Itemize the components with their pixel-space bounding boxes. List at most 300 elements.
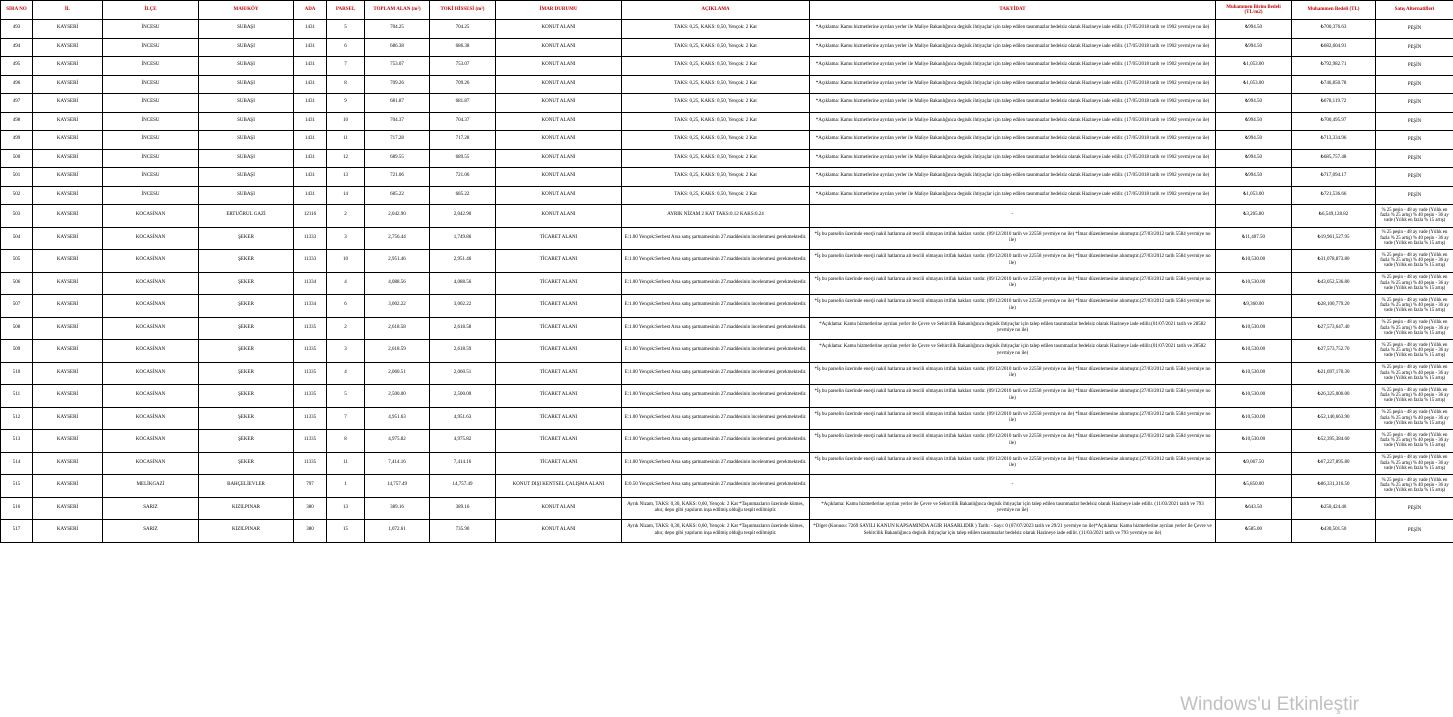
cell-il: KAYSERİ bbox=[33, 340, 103, 363]
cell-ilce: KOCASİNAN bbox=[103, 407, 199, 430]
cell-toki-hissesi: 389.16 bbox=[430, 497, 496, 520]
header-mah-koy: MAH/KÖY bbox=[199, 1, 294, 20]
cell-takyidat: *Açıklama: Kamu hizmetlerine ayrılan yerler ile Maliye Bakanlığınca degisik ihtiyaçlar için talep edilen tasınmazlar bedelsiz olarak Hazineye iade edilir. (17/05/2018 tarih ve 1902 yevmiye no ile) bbox=[810, 57, 1216, 76]
cell-toki-hissesi: 1,749.86 bbox=[430, 227, 496, 250]
cell-aciklama: Ayrık Nizam, TAKS: 0,30, KAKS: 0,60, Yençok: 2 Kat *Taşınmazların üzerinde kümes, ahır, depo gibi yapıların inşa edilmiş olduğu tespit edilmiştir. bbox=[622, 497, 810, 520]
cell-mah-koy: ŞEKER bbox=[199, 295, 294, 318]
cell-aciklama: E:1.00 Yençok:Serbest Arsa satış şartnamesinin 27.maddesinin incelenmesi gerekmektedir. bbox=[622, 317, 810, 340]
cell-takyidat: *Açıklama: Kamu hizmetlerine ayrılan yerler ile Maliye Bakanlığınca degisik ihtiyaçlar için talep edilen tasınmazlar bedelsiz olarak Hazineye iade edilir. (17/05/2018 tarih ve 1902 yevmiye no ile) bbox=[810, 75, 1216, 94]
cell-toki-hissesi: 2,042.90 bbox=[430, 205, 496, 228]
cell-toplam-alan: 717.28 bbox=[365, 131, 430, 150]
cell-mah-koy: SUBAŞI bbox=[199, 168, 294, 187]
cell-imar-durumu: KONUT ALANI bbox=[496, 149, 622, 168]
windows-activation-watermark: Windows'u Etkinleştir bbox=[1180, 694, 1359, 715]
cell-toplam-alan: 2,042.90 bbox=[365, 205, 430, 228]
cell-takyidat: *İş bu parselin üzerinde enerji nakil hatlarına ait tescili olmayan irtifak hakları vardır. (09/12/2010 tarih ve 22558 yevmiye no ile) *İmar düzenlemesine alınmıştır.(27/03/2012 tarih 5584 yevmiye no ile) bbox=[810, 250, 1216, 273]
cell-sira-no: 517 bbox=[1, 520, 33, 543]
cell-birim-bedel: ₺10,530.00 bbox=[1216, 430, 1292, 453]
header-ilce: İLÇE bbox=[103, 1, 199, 20]
cell-takyidat: *Açıklama: Kamu hizmetlerine ayrılan yerler ile Çevre ve Sehircilik Bakanlığınca degisik ihtiyaçlar için talep edilen tasınmazlar bedelsiz olarak Hazineye iade edilir.(01/07/2021 tarih ve 28582 yevmiye no ile) bbox=[810, 317, 1216, 340]
cell-ilce: MELİKGAZİ bbox=[103, 475, 199, 498]
cell-toplam-alan: 2,951.46 bbox=[365, 250, 430, 273]
cell-birim-bedel: ₺994.50 bbox=[1216, 112, 1292, 131]
table-row bbox=[1, 317, 1453, 340]
cell-imar-durumu: TİCARET ALANI bbox=[496, 362, 622, 385]
cell-sira-no: 508 bbox=[1, 317, 33, 340]
cell-ilce: SARIZ bbox=[103, 520, 199, 543]
cell-muhammen-bedel: ₺746,850.78 bbox=[1292, 75, 1376, 94]
cell-takyidat: *Açıklama: Kamu hizmetlerine ayrılan yerler ile Maliye Bakanlığınca degisik ihtiyaçlar için talep edilen tasınmazlar bedelsiz olarak Hazineye iade edilir. (17/05/2018 tarih ve 1902 yevmiye no ile) bbox=[810, 168, 1216, 187]
cell-aciklama: E:1.00 Yençok:Serbest Arsa satış şartnamesinin 27.maddesinin incelenmesi gerekmektedir. bbox=[622, 407, 810, 430]
cell-sira-no: 511 bbox=[1, 385, 33, 408]
cell-il: KAYSERİ bbox=[33, 20, 103, 39]
cell-imar-durumu: KONUT ALANI bbox=[496, 497, 622, 520]
cell-birim-bedel: ₺3,205.80 bbox=[1216, 205, 1292, 228]
cell-satis-alternatifleri: PEŞİN bbox=[1376, 75, 1453, 94]
cell-toplam-alan: 4,975.82 bbox=[365, 430, 430, 453]
cell-toki-hissesi: 704.37 bbox=[430, 112, 496, 131]
cell-takyidat: *Açıklama: Kamu hizmetlerine ayrılan yerler ile Çevre ve Sehircilik Bakanlığınca degisik ihtiyaçlar için talep edilen tasınmazlar bedelsiz olarak Hazineye iade edilir. (11/03/2021 tarih ve 793 yevmiye no ile) bbox=[810, 497, 1216, 520]
cell-il: KAYSERİ bbox=[33, 75, 103, 94]
table-row bbox=[1, 452, 1453, 475]
table-body bbox=[1, 20, 1453, 543]
cell-muhammen-bedel: ₺700,376.63 bbox=[1292, 20, 1376, 39]
cell-aciklama: TAKS: 0,25, KAKS: 0,50, Yençok: 2 Kat bbox=[622, 94, 810, 113]
cell-birim-bedel: ₺9,067.50 bbox=[1216, 452, 1292, 475]
cell-mah-koy: SUBAŞI bbox=[199, 112, 294, 131]
cell-parsel: 4 bbox=[327, 362, 365, 385]
cell-imar-durumu: TİCARET ALANI bbox=[496, 385, 622, 408]
cell-toki-hissesi: 7,414.16 bbox=[430, 452, 496, 475]
cell-ada: 1431 bbox=[294, 131, 327, 150]
cell-satis-alternatifleri: % 25 peşin - 48 ay vade (Yıllık en fazla % 25 artış) % 40 peşin - 36 ay vade (Yıllık en fazla % 15 artış) bbox=[1376, 317, 1453, 340]
cell-mah-koy: ŞEKER bbox=[199, 272, 294, 295]
cell-birim-bedel: ₺11,407.50 bbox=[1216, 227, 1292, 250]
cell-satis-alternatifleri: % 25 peşin - 48 ay vade (Yıllık en fazla % 25 artış) % 40 peşin - 36 ay vade (Yıllık en fazla % 15 artış) bbox=[1376, 430, 1453, 453]
cell-il: KAYSERİ bbox=[33, 149, 103, 168]
cell-aciklama: E:1.00 Yençok:Serbest Arsa satış şartnamesinin 27.maddesinin incelenmesi gerekmektedir. bbox=[622, 272, 810, 295]
cell-toki-hissesi: 721.06 bbox=[430, 168, 496, 187]
cell-parsel: 10 bbox=[327, 250, 365, 273]
cell-muhammen-bedel: ₺27,573,647.40 bbox=[1292, 317, 1376, 340]
cell-birim-bedel: ₺10,530.00 bbox=[1216, 362, 1292, 385]
table-row bbox=[1, 186, 1453, 205]
header-birim-bedel: Muhammen Birim Bedeli (TL/m2) bbox=[1216, 1, 1292, 20]
cell-satis-alternatifleri: % 25 peşin - 48 ay vade (Yıllık en fazla % 25 artış) % 40 peşin - 36 ay vade (Yıllık en fazla % 15 artış) bbox=[1376, 407, 1453, 430]
cell-toplam-alan: 721.06 bbox=[365, 168, 430, 187]
cell-sira-no: 503 bbox=[1, 205, 33, 228]
cell-il: KAYSERİ bbox=[33, 57, 103, 76]
header-sira-no: SIRA NO bbox=[1, 1, 33, 20]
cell-takyidat: *Açıklama: Kamu hizmetlerine ayrılan yerler ile Maliye Bakanlığınca degisik ihtiyaçlar için talep edilen tasınmazlar bedelsiz olarak Hazineye iade edilir. (17/05/2018 tarih ve 1902 yevmiye no ile) bbox=[810, 112, 1216, 131]
cell-imar-durumu: TİCARET ALANI bbox=[496, 250, 622, 273]
cell-imar-durumu: KONUT ALANI bbox=[496, 94, 622, 113]
cell-muhammen-bedel: ₺27,573,752.70 bbox=[1292, 340, 1376, 363]
cell-ilce: KOCASİNAN bbox=[103, 430, 199, 453]
cell-mah-koy: ŞEKER bbox=[199, 430, 294, 453]
cell-toki-hissesi: 2,618.59 bbox=[430, 340, 496, 363]
cell-il: KAYSERİ bbox=[33, 295, 103, 318]
cell-satis-alternatifleri: % 25 peşin - 48 ay vade (Yıllık en fazla % 25 artış) % 40 peşin - 36 ay vade (Yıllık en fazla % 15 artış) bbox=[1376, 340, 1453, 363]
cell-takyidat: *Diger (Konusu: 7269 SAYILI KANUN KAPSAMINDA AGIR HASARLIDIR ) Tarih: - Sayı: 0 (07/07/2023 tarih ve 29/21 yevmiye no ile)*Açıklama: Kamu hizmetlerine ayrılan yerler ile Çevre ve Sehircilik Bakanlığınca degisik ihtiyaçlar için talep edilen tasınmazlar bedelsiz olarak Hazineye iade edilir. (11/03/2021 tarih ve 793 yevmiye no ile) bbox=[810, 520, 1216, 543]
cell-takyidat: *İş bu parselin üzerinde enerji nakil hatlarına ait tescili olmayan irtifak hakları vardır. (09/12/2010 tarih ve 22558 yevmiye no ile) *İmar düzenlemesine alınmıştır.(27/03/2012 tarih 5584 yevmiye no ile) bbox=[810, 407, 1216, 430]
cell-mah-koy: SUBAŞI bbox=[199, 20, 294, 39]
cell-birim-bedel: ₺994.50 bbox=[1216, 131, 1292, 150]
cell-toki-hissesi: 704.25 bbox=[430, 20, 496, 39]
cell-muhammen-bedel: ₺21,697,170.30 bbox=[1292, 362, 1376, 385]
cell-toplam-alan: 704.37 bbox=[365, 112, 430, 131]
cell-ada: 11335 bbox=[294, 407, 327, 430]
cell-satis-alternatifleri: PEŞİN bbox=[1376, 57, 1453, 76]
table-row bbox=[1, 475, 1453, 498]
table-row bbox=[1, 385, 1453, 408]
cell-ilce: KOCASİNAN bbox=[103, 385, 199, 408]
cell-birim-bedel: ₺10,530.00 bbox=[1216, 407, 1292, 430]
cell-mah-koy: SUBAŞI bbox=[199, 57, 294, 76]
cell-imar-durumu: KONUT ALANI bbox=[496, 131, 622, 150]
cell-il: KAYSERİ bbox=[33, 520, 103, 543]
cell-imar-durumu: KONUT ALANI bbox=[496, 186, 622, 205]
table-row bbox=[1, 227, 1453, 250]
table-row bbox=[1, 57, 1453, 76]
cell-sira-no: 506 bbox=[1, 272, 33, 295]
cell-satis-alternatifleri: PEŞİN bbox=[1376, 520, 1453, 543]
cell-parsel: 9 bbox=[327, 94, 365, 113]
cell-toplam-alan: 389.16 bbox=[365, 497, 430, 520]
cell-satis-alternatifleri: PEŞİN bbox=[1376, 497, 1453, 520]
cell-satis-alternatifleri: % 25 peşin - 48 ay vade (Yıllık en fazla % 25 artış) % 40 peşin - 36 ay vade (Yıllık en fazla % 15 artış) bbox=[1376, 205, 1453, 228]
cell-toplam-alan: 1,072.61 bbox=[365, 520, 430, 543]
cell-aciklama: TAKS: 0,25, KAKS: 0,50, Yençok: 2 Kat bbox=[622, 75, 810, 94]
cell-il: KAYSERİ bbox=[33, 385, 103, 408]
cell-toplam-alan: 4,951.63 bbox=[365, 407, 430, 430]
cell-sira-no: 507 bbox=[1, 295, 33, 318]
cell-imar-durumu: KONUT DIŞI KENTSEL ÇALIŞMA ALANI bbox=[496, 475, 622, 498]
cell-mah-koy: ŞEKER bbox=[199, 452, 294, 475]
cell-toki-hissesi: 4,951.63 bbox=[430, 407, 496, 430]
cell-mah-koy: ŞEKER bbox=[199, 407, 294, 430]
cell-birim-bedel: ₺10,530.00 bbox=[1216, 250, 1292, 273]
table-row bbox=[1, 272, 1453, 295]
cell-parsel: 11 bbox=[327, 131, 365, 150]
cell-muhammen-bedel: ₺86,331,316.50 bbox=[1292, 475, 1376, 498]
cell-il: KAYSERİ bbox=[33, 407, 103, 430]
cell-mah-koy: SUBAŞI bbox=[199, 149, 294, 168]
cell-ilce: KOCASİNAN bbox=[103, 272, 199, 295]
cell-il: KAYSERİ bbox=[33, 317, 103, 340]
cell-sira-no: 496 bbox=[1, 75, 33, 94]
cell-birim-bedel: ₺994.50 bbox=[1216, 20, 1292, 39]
cell-toplam-alan: 686.38 bbox=[365, 38, 430, 57]
cell-ilce: İNCESU bbox=[103, 131, 199, 150]
cell-satis-alternatifleri: % 25 peşin - 48 ay vade (Yıllık en fazla % 25 artış) % 40 peşin - 36 ay vade (Yıllık en fazla % 15 artış) bbox=[1376, 272, 1453, 295]
cell-toki-hissesi: 717.28 bbox=[430, 131, 496, 150]
table-row bbox=[1, 38, 1453, 57]
cell-birim-bedel: ₺9,360.00 bbox=[1216, 295, 1292, 318]
cell-parsel: 11 bbox=[327, 452, 365, 475]
cell-toki-hissesi: 681.87 bbox=[430, 94, 496, 113]
cell-aciklama: TAKS: 0,25, KAKS: 0,50, Yençok: 2 Kat bbox=[622, 38, 810, 57]
cell-ilce: KOCASİNAN bbox=[103, 317, 199, 340]
cell-aciklama: TAKS: 0,25, KAKS: 0,50, Yençok: 2 Kat bbox=[622, 20, 810, 39]
cell-muhammen-bedel: ₺678,119.72 bbox=[1292, 94, 1376, 113]
cell-takyidat: *Açıklama: Kamu hizmetlerine ayrılan yerler ile Maliye Bakanlığınca degisik ihtiyaçlar için talep edilen tasınmazlar bedelsiz olarak Hazineye iade edilir. (17/05/2018 tarih ve 1902 yevmiye no ile) bbox=[810, 94, 1216, 113]
cell-muhammen-bedel: ₺721,536.66 bbox=[1292, 186, 1376, 205]
cell-aciklama: E:1.00 Yençok:Serbest Arsa satış şartnamesinin 27.maddesinin incelenmesi gerekmektedir. bbox=[622, 340, 810, 363]
cell-satis-alternatifleri: % 25 peşin - 48 ay vade (Yıllık en fazla % 25 artış) % 40 peşin - 36 ay vade (Yıllık en fazla % 15 artış) bbox=[1376, 385, 1453, 408]
cell-birim-bedel: ₺643.50 bbox=[1216, 497, 1292, 520]
cell-ada: 1431 bbox=[294, 57, 327, 76]
cell-mah-koy: KIZILPINAR bbox=[199, 520, 294, 543]
cell-aciklama: AYRIK NİZAM 2 KAT TAKS:0.12 KAKS:0.24 bbox=[622, 205, 810, 228]
cell-parsel: 6 bbox=[327, 38, 365, 57]
cell-toplam-alan: 14,757.49 bbox=[365, 475, 430, 498]
cell-satis-alternatifleri: % 25 peşin - 48 ay vade (Yıllık en fazla % 25 artış) % 40 peşin - 36 ay vade (Yıllık en fazla % 15 artış) bbox=[1376, 295, 1453, 318]
header-toplam-alan: TOPLAM ALAN (m²) bbox=[365, 1, 430, 20]
cell-birim-bedel: ₺994.50 bbox=[1216, 38, 1292, 57]
cell-toki-hissesi: 14,757.49 bbox=[430, 475, 496, 498]
cell-muhammen-bedel: ₺700,495.97 bbox=[1292, 112, 1376, 131]
header-ada: ADA bbox=[294, 1, 327, 20]
header-takyidat: TAKYİDAT bbox=[810, 1, 1216, 20]
cell-takyidat: - bbox=[810, 205, 1216, 228]
cell-il: KAYSERİ bbox=[33, 250, 103, 273]
cell-birim-bedel: ₺1,053.00 bbox=[1216, 57, 1292, 76]
cell-parsel: 7 bbox=[327, 407, 365, 430]
cell-ada: 11335 bbox=[294, 317, 327, 340]
cell-parsel: 3 bbox=[327, 227, 365, 250]
table-row bbox=[1, 75, 1453, 94]
cell-aciklama: E:1.00 Yençok:Serbest Arsa satış şartnamesinin 27.maddesinin incelenmesi gerekmektedir. bbox=[622, 430, 810, 453]
cell-birim-bedel: ₺10,530.00 bbox=[1216, 340, 1292, 363]
header-muhammen-bedel: Muhammen Bedeli (TL) bbox=[1292, 1, 1376, 20]
cell-imar-durumu: KONUT ALANI bbox=[496, 520, 622, 543]
cell-sira-no: 515 bbox=[1, 475, 33, 498]
table-row bbox=[1, 520, 1453, 543]
cell-ada: 1431 bbox=[294, 149, 327, 168]
cell-muhammen-bedel: ₺52,395,384.60 bbox=[1292, 430, 1376, 453]
cell-parsel: 5 bbox=[327, 20, 365, 39]
cell-takyidat: *Açıklama: Kamu hizmetlerine ayrılan yerler ile Maliye Bakanlığınca degisik ihtiyaçlar için talep edilen tasınmazlar bedelsiz olarak Hazineye iade edilir. (17/05/2018 tarih ve 1902 yevmiye no ile) bbox=[810, 38, 1216, 57]
cell-satis-alternatifleri: PEŞİN bbox=[1376, 168, 1453, 187]
cell-toplam-alan: 2,500.00 bbox=[365, 385, 430, 408]
cell-il: KAYSERİ bbox=[33, 430, 103, 453]
cell-mah-koy: ŞEKER bbox=[199, 385, 294, 408]
cell-il: KAYSERİ bbox=[33, 362, 103, 385]
cell-aciklama: TAKS: 0,25, KAKS: 0,50, Yençok: 2 Kat bbox=[622, 186, 810, 205]
table-row bbox=[1, 362, 1453, 385]
cell-toplam-alan: 704.25 bbox=[365, 20, 430, 39]
cell-sira-no: 494 bbox=[1, 38, 33, 57]
cell-toplam-alan: 685.22 bbox=[365, 186, 430, 205]
cell-aciklama: TAKS: 0,25, KAKS: 0,50, Yençok: 2 Kat bbox=[622, 57, 810, 76]
table-row bbox=[1, 168, 1453, 187]
cell-imar-durumu: KONUT ALANI bbox=[496, 75, 622, 94]
header-aciklama: AÇIKLAMA bbox=[622, 1, 810, 20]
cell-birim-bedel: ₺994.50 bbox=[1216, 94, 1292, 113]
cell-mah-koy: BAHÇELİEVLER bbox=[199, 475, 294, 498]
cell-ada: 1431 bbox=[294, 94, 327, 113]
cell-birim-bedel: ₺1,053.00 bbox=[1216, 75, 1292, 94]
cell-sira-no: 501 bbox=[1, 168, 33, 187]
cell-satis-alternatifleri: % 25 peşin - 48 ay vade (Yıllık en fazla % 25 artış) % 40 peşin - 36 ay vade (Yıllık en fazla % 15 artış) bbox=[1376, 227, 1453, 250]
cell-satis-alternatifleri: PEŞİN bbox=[1376, 112, 1453, 131]
header-il: İL bbox=[33, 1, 103, 20]
table-row bbox=[1, 295, 1453, 318]
cell-satis-alternatifleri: PEŞİN bbox=[1376, 149, 1453, 168]
cell-takyidat: *İş bu parselin üzerinde enerji nakil hatlarına ait tescili olmayan irtifak hakları vardır. (09/12/2010 tarih ve 22558 yevmiye no ile) *İmar düzenlemesine alınmıştır.(27/03/2012 tarih 5584 yevmiye no ile) bbox=[810, 362, 1216, 385]
cell-aciklama: E:1.00 Yençok:Serbest Arsa satış şartnamesinin 27.maddesinin incelenmesi gerekmektedir. bbox=[622, 227, 810, 250]
cell-aciklama: E:1.00 Yençok:Serbest Arsa satış şartnamesinin 27.maddesinin incelenmesi gerekmektedir. bbox=[622, 250, 810, 273]
cell-imar-durumu: TİCARET ALANI bbox=[496, 317, 622, 340]
cell-sira-no: 512 bbox=[1, 407, 33, 430]
cell-aciklama: E:1.00 Yençok:Serbest Arsa satış şartnamesinin 27.maddesinin incelenmesi gerekmektedir. bbox=[622, 362, 810, 385]
cell-ada: 11335 bbox=[294, 385, 327, 408]
cell-toplam-alan: 689.55 bbox=[365, 149, 430, 168]
cell-il: KAYSERİ bbox=[33, 475, 103, 498]
cell-mah-koy: ŞEKER bbox=[199, 317, 294, 340]
cell-imar-durumu: KONUT ALANI bbox=[496, 57, 622, 76]
cell-takyidat: - bbox=[810, 475, 1216, 498]
cell-muhammen-bedel: ₺43,052,536.80 bbox=[1292, 272, 1376, 295]
cell-il: KAYSERİ bbox=[33, 38, 103, 57]
cell-il: KAYSERİ bbox=[33, 227, 103, 250]
cell-satis-alternatifleri: % 25 peşin - 48 ay vade (Yıllık en fazla % 25 artış) % 40 peşin - 36 ay vade (Yıllık en fazla % 15 artış) bbox=[1376, 452, 1453, 475]
cell-parsel: 10 bbox=[327, 112, 365, 131]
cell-toplam-alan: 7,414.16 bbox=[365, 452, 430, 475]
cell-birim-bedel: ₺994.50 bbox=[1216, 168, 1292, 187]
cell-ilce: İNCESU bbox=[103, 186, 199, 205]
cell-ilce: KOCASİNAN bbox=[103, 452, 199, 475]
cell-aciklama: E:1.00 Yençok:Serbest Arsa satış şartnamesinin 27.maddesinin incelenmesi gerekmektedir. bbox=[622, 452, 810, 475]
cell-toplam-alan: 2,060.51 bbox=[365, 362, 430, 385]
cell-ada: 1431 bbox=[294, 112, 327, 131]
cell-birim-bedel: ₺1,053.00 bbox=[1216, 186, 1292, 205]
cell-aciklama: E:1.00 Yençok:Serbest Arsa satış şartnamesinin 27.maddesinin incelenmesi gerekmektedir. bbox=[622, 385, 810, 408]
cell-satis-alternatifleri: % 25 peşin - 48 ay vade (Yıllık en fazla % 25 artış) % 40 peşin - 36 ay vade (Yıllık en fazla % 15 artış) bbox=[1376, 250, 1453, 273]
cell-mah-koy: SUBAŞI bbox=[199, 131, 294, 150]
cell-parsel: 13 bbox=[327, 168, 365, 187]
cell-ada: 1431 bbox=[294, 75, 327, 94]
cell-sira-no: 497 bbox=[1, 94, 33, 113]
cell-il: KAYSERİ bbox=[33, 94, 103, 113]
cell-muhammen-bedel: ₺52,140,663.90 bbox=[1292, 407, 1376, 430]
cell-takyidat: *Açıklama: Kamu hizmetlerine ayrılan yerler ile Maliye Bakanlığınca degisik ihtiyaçlar için talep edilen tasınmazlar bedelsiz olarak Hazineye iade edilir. (17/05/2018 tarih ve 1902 yevmiye no ile) bbox=[810, 149, 1216, 168]
cell-ada: 11335 bbox=[294, 340, 327, 363]
cell-imar-durumu: TİCARET ALANI bbox=[496, 430, 622, 453]
table-row bbox=[1, 112, 1453, 131]
cell-sira-no: 495 bbox=[1, 57, 33, 76]
cell-ada: 11335 bbox=[294, 362, 327, 385]
cell-imar-durumu: KONUT ALANI bbox=[496, 112, 622, 131]
cell-ada: 1431 bbox=[294, 168, 327, 187]
cell-ilce: İNCESU bbox=[103, 57, 199, 76]
cell-imar-durumu: KONUT ALANI bbox=[496, 205, 622, 228]
cell-ilce: İNCESU bbox=[103, 168, 199, 187]
cell-takyidat: *İş bu parselin üzerinde enerji nakil hatlarına ait tescili olmayan irtifak hakları vardır. (09/12/2010 tarih ve 22558 yevmiye no ile) *İmar düzenlemesine alınmıştır.(27/03/2012 tarih 5584 yevmiye no ile) bbox=[810, 272, 1216, 295]
cell-ilce: İNCESU bbox=[103, 20, 199, 39]
cell-il: KAYSERİ bbox=[33, 186, 103, 205]
cell-takyidat: *İş bu parselin üzerinde enerji nakil hatlarına ait tescili olmayan irtifak hakları vardır. (09/12/2010 tarih ve 22558 yevmiye no ile) *İmar düzenlemesine alınmıştır.(27/03/2012 tarih 5584 yevmiye no ile) bbox=[810, 295, 1216, 318]
cell-birim-bedel: ₺5,850.00 bbox=[1216, 475, 1292, 498]
cell-birim-bedel: ₺994.50 bbox=[1216, 149, 1292, 168]
cell-toplam-alan: 3,002.22 bbox=[365, 295, 430, 318]
cell-parsel: 3 bbox=[327, 340, 365, 363]
cell-parsel: 5 bbox=[327, 385, 365, 408]
cell-ada: 1431 bbox=[294, 20, 327, 39]
cell-ada: 11333 bbox=[294, 250, 327, 273]
cell-takyidat: *İş bu parselin üzerinde enerji nakil hatlarına ait tescili olmayan irtifak hakları vardır. (09/12/2010 tarih ve 22558 yevmiye no ile) *İmar düzenlemesine alınmıştır.(27/03/2012 tarih 5584 yevmiye no ile) bbox=[810, 385, 1216, 408]
cell-parsel: 8 bbox=[327, 430, 365, 453]
cell-muhammen-bedel: ₺430,501.50 bbox=[1292, 520, 1376, 543]
cell-ilce: KOCASİNAN bbox=[103, 295, 199, 318]
table-row bbox=[1, 205, 1453, 228]
cell-satis-alternatifleri: % 25 peşin - 48 ay vade (Yıllık en fazla % 25 artış) % 40 peşin - 36 ay vade (Yıllık en fazla % 15 artış) bbox=[1376, 362, 1453, 385]
header-satis-alternatifleri: Satış Alternatifleri bbox=[1376, 1, 1453, 20]
cell-ilce: İNCESU bbox=[103, 94, 199, 113]
cell-toki-hissesi: 709.26 bbox=[430, 75, 496, 94]
cell-toki-hissesi: 4,975.82 bbox=[430, 430, 496, 453]
cell-satis-alternatifleri: % 25 peşin - 48 ay vade (Yıllık en fazla % 25 artış) % 40 peşin - 36 ay vade (Yıllık en fazla % 15 artış) bbox=[1376, 475, 1453, 498]
cell-toki-hissesi: 689.55 bbox=[430, 149, 496, 168]
cell-mah-koy: SUBAŞI bbox=[199, 94, 294, 113]
cell-parsel: 8 bbox=[327, 75, 365, 94]
cell-ada: 11334 bbox=[294, 272, 327, 295]
cell-imar-durumu: KONUT ALANI bbox=[496, 168, 622, 187]
cell-ada: 11335 bbox=[294, 430, 327, 453]
cell-il: KAYSERİ bbox=[33, 452, 103, 475]
cell-mah-koy: ŞEKER bbox=[199, 340, 294, 363]
cell-imar-durumu: TİCARET ALANI bbox=[496, 407, 622, 430]
cell-toki-hissesi: 4,088.56 bbox=[430, 272, 496, 295]
cell-muhammen-bedel: ₺685,757.48 bbox=[1292, 149, 1376, 168]
cell-imar-durumu: KONUT ALANI bbox=[496, 38, 622, 57]
cell-toki-hissesi: 686.38 bbox=[430, 38, 496, 57]
cell-mah-koy: ERTUĞRUL GAZİ bbox=[199, 205, 294, 228]
cell-parsel: 14 bbox=[327, 186, 365, 205]
cell-toki-hissesi: 3,002.22 bbox=[430, 295, 496, 318]
cell-imar-durumu: KONUT ALANI bbox=[496, 20, 622, 39]
cell-toplam-alan: 2,618.58 bbox=[365, 317, 430, 340]
cell-parsel: 13 bbox=[327, 497, 365, 520]
cell-toplam-alan: 681.87 bbox=[365, 94, 430, 113]
cell-sira-no: 500 bbox=[1, 149, 33, 168]
cell-muhammen-bedel: ₺682,604.91 bbox=[1292, 38, 1376, 57]
table-row bbox=[1, 149, 1453, 168]
cell-ilce: İNCESU bbox=[103, 149, 199, 168]
cell-muhammen-bedel: ₺717,094.17 bbox=[1292, 168, 1376, 187]
cell-muhammen-bedel: ₺6,549,128.82 bbox=[1292, 205, 1376, 228]
cell-parsel: 2 bbox=[327, 205, 365, 228]
cell-toki-hissesi: 2,618.58 bbox=[430, 317, 496, 340]
cell-muhammen-bedel: ₺67,227,895.80 bbox=[1292, 452, 1376, 475]
cell-parsel: 7 bbox=[327, 57, 365, 76]
cell-mah-koy: SUBAŞI bbox=[199, 75, 294, 94]
cell-takyidat: *Açıklama: Kamu hizmetlerine ayrılan yerler ile Maliye Bakanlığınca degisik ihtiyaçlar için talep edilen tasınmazlar bedelsiz olarak Hazineye iade edilir. (17/05/2018 tarih ve 1902 yevmiye no ile) bbox=[810, 131, 1216, 150]
cell-sira-no: 509 bbox=[1, 340, 33, 363]
cell-toki-hissesi: 2,951.46 bbox=[430, 250, 496, 273]
cell-aciklama: TAKS: 0,25, KAKS: 0,50, Yençok: 2 Kat bbox=[622, 149, 810, 168]
cell-muhammen-bedel: ₺28,100,779.20 bbox=[1292, 295, 1376, 318]
cell-satis-alternatifleri: PEŞİN bbox=[1376, 38, 1453, 57]
cell-sira-no: 499 bbox=[1, 131, 33, 150]
table-header bbox=[1, 1, 1453, 20]
cell-takyidat: *Açıklama: Kamu hizmetlerine ayrılan yerler ile Çevre ve Sehircilik Bakanlığınca degisik ihtiyaçlar için talep edilen tasınmazlar bedelsiz olarak Hazineye iade edilir.(01/07/2021 tarih ve 28582 yevmiye no ile) bbox=[810, 340, 1216, 363]
cell-imar-durumu: TİCARET ALANI bbox=[496, 295, 622, 318]
header-imar-durumu: İMAR DURUMU bbox=[496, 1, 622, 20]
cell-toki-hissesi: 2,060.51 bbox=[430, 362, 496, 385]
cell-takyidat: *İş bu parselin üzerinde enerji nakil hatlarına ait tescili olmayan irtifak hakları vardır. (09/12/2010 tarih ve 22558 yevmiye no ile) *İmar düzenlemesine alınmıştır.(27/03/2012 tarih 5584 yevmiye no ile) bbox=[810, 452, 1216, 475]
